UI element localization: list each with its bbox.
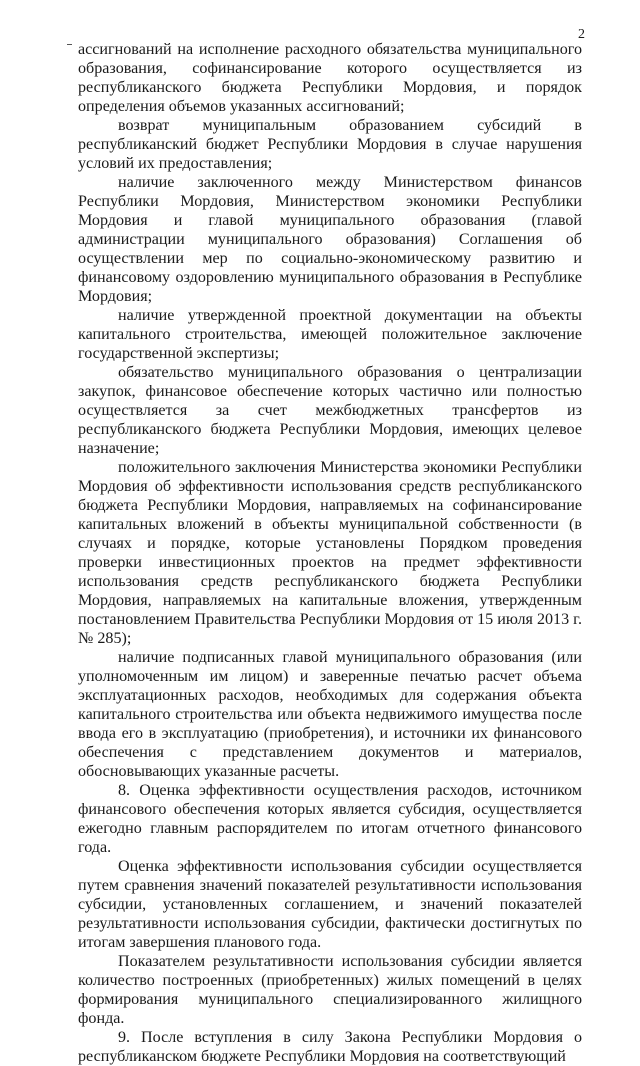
paragraph-project-documentation: наличие утвержденной проектной документации на объекты капитального строительства, имеющей положительное заключение государственной экспертизы; xyxy=(78,307,582,362)
paragraph-operating-costs: наличие подписанных главой муниципального образования (или уполномоченным им лицом) и заверенные печатью расчет объема эксплуатационных расходов, необходимых для содержания объекта капитального строительства или объекта недвижимого имущества после ввода его в эксплуатацию (приобретения), и источники их финансового обеспечения с представлением документов и материалов, обосновывающих указанные расчеты. xyxy=(78,649,582,780)
paragraph-item-8: 8. Оценка эффективности осуществления расходов, источником финансового обеспечения которых является субсидия, осуществляется ежегодно главным распорядителем по итогам отчетного финансового года. xyxy=(78,782,582,856)
paragraph-agreement: наличие заключенного между Министерством финансов Республики Мордовия, Министерством экономики Республики Мордовия и главой муниципального образования (главой администрации муниципального образования) Соглашения об осуществлении мер по социально-экономическому развитию и финансовому оздоровлению муниципального образования в Республике Мордовия; xyxy=(78,174,582,305)
paragraph-continuation: ассигнований на исполнение расходного обязательства муниципального образования, софинансирование которого осуществляется из республиканского бюджета Республики Мордовия, и порядок определения объемов указанных ассигнований; xyxy=(78,41,582,115)
paragraph-efficiency-evaluation: Оценка эффективности использования субсидии осуществляется путем сравнения значений показателей результативности использования субсидии, установленных соглашением, и значений показателей результативности использования субсидии, фактически достигнутых по итогам завершения планового года. xyxy=(78,858,582,951)
paragraph-subsidy-return: возврат муниципальным образованием субсидий в республиканский бюджет Республики Мордовия в случае нарушения условий их предоставления; xyxy=(78,117,582,172)
paragraph-economics-conclusion: положительного заключения Министерства экономики Республики Мордовия об эффективности использования средств республиканского бюджета Республики Мордовия, направляемых на софинансирование капитальных вложений в объекты муниципальной собственности (в случаях и порядке, которые установлены Порядком проведения проверки инвестиционных проектов на предмет эффективности использования средств республиканского бюджета Республики Мордовия, направляемых на капитальные вложения, утвержденным постановлением Правительства Республики Мордовия от 15 июля 2013 г. № 285); xyxy=(78,459,582,647)
document-body xyxy=(78,40,582,1066)
paragraph-item-9: 9. После вступления в силу Закона Республики Мордовия о республиканском бюджете Республики Мордовия на соответствующий xyxy=(78,1029,582,1065)
paragraph-performance-indicator: Показателем результативности использования субсидии является количество построенных (приобретенных) жилых помещений в целях формирования муниципального специализированного жилищного фонда. xyxy=(78,953,582,1027)
margin-mark xyxy=(67,44,72,45)
paragraph-procurement-obligation: обязательство муниципального образования о централизации закупок, финансовое обеспечение которых частично или полностью осуществляется за счет межбюджетных трансфертов из республиканского бюджета Республики Мордовия, имеющих целевое назначение; xyxy=(78,364,582,457)
page-number: 2 xyxy=(578,27,585,42)
